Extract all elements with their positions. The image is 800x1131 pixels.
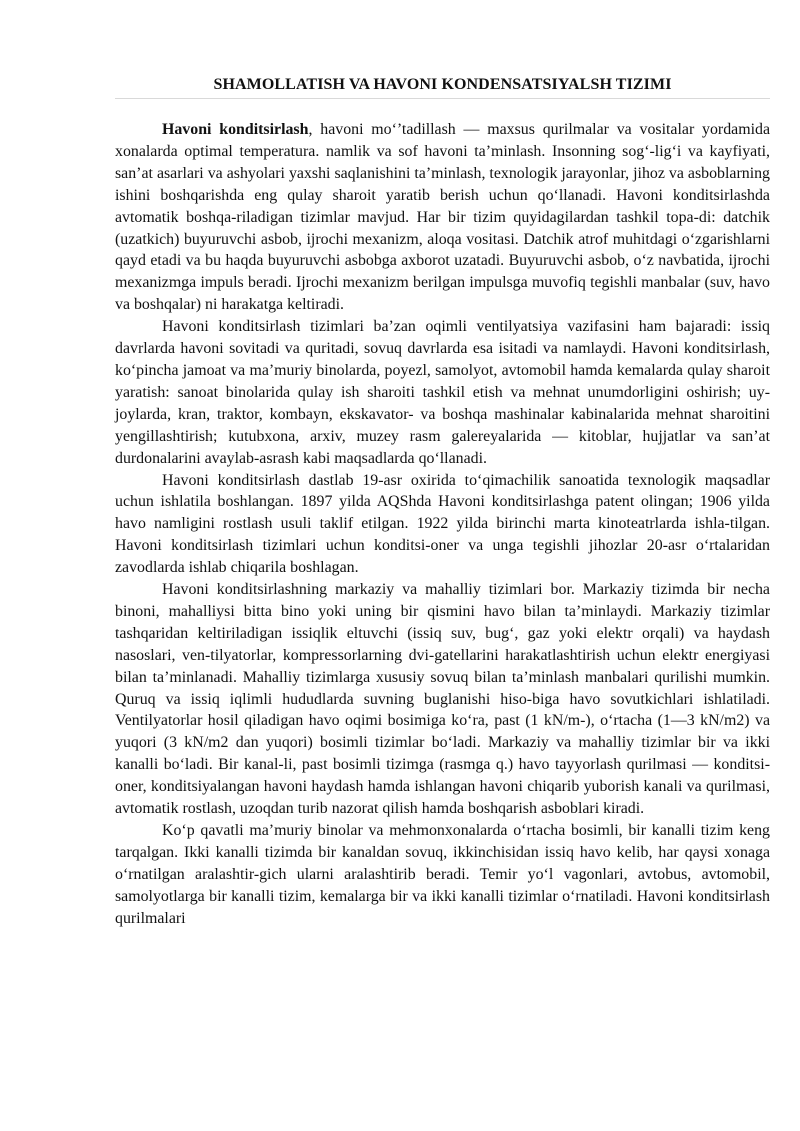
paragraph-3: Havoni konditsirlash dastlab 19-asr oxirida to‘qimachilik sanoatida texnologik maqsadlar uchun ishlatila boshlangan. 1897 yilda AQShda Havoni konditsirlashga patent olingan; 1906 yilda havo namligini rostlash usuli taklif etilgan. 1922 yilda birinchi marta kinoteatrlarda ishla-tilgan. Havoni konditsirlash tizimlari uchun konditsi-oner va unga tegishli jihozlar 20-asr o‘rtalaridan zavodlarda ishlab chiqarila boshlagan. [115, 471, 770, 577]
paragraph-1-lead-term: Havoni konditsirlash [162, 121, 309, 138]
document-title: SHAMOLLATISH VA HAVONI KONDENSATSIYALSH TIZIMI [213, 76, 672, 93]
paragraph-2: Havoni konditsirlash tizimlari ba’zan oqimli ventilyatsiya vazifasini ham bajaradi: issiq davrlarda havoni sovitadi va quritadi, sovuq davrlarda esa isitadi va namlaydi. Havoni konditsirlash, ko‘pincha jamoat va ma’muriy binolarda, poyezl, samolyot, avtomobil hamda kemalarda qulay sharoit yaratish: sanoat binolarida qulay ish sharoiti tashkil etish va mehnat unumdorligini oshirish; uy-joylarda, kran, traktor, kombayn, ekskavator- va boshqa mashinalar kabinalarida mehnat sharoitini yengillashtirish; kutubxona, arxiv, muzey rasm galereyalarida — kitoblar, hujjatlar va san’at durdonalarini avaylab-asrash kabi maqsadlarda qo‘llanadi. [115, 318, 770, 467]
paragraph-5: Ko‘p qavatli ma’muriy binolar va mehmonxonalarda o‘rtacha bosimli, bir kanalli tizim keng tarqalgan. Ikki kanalli tizimda bir kanaldan sovuq, ikkinchisidan issiq havo kelib, har qaysi xonaga o‘rnatilgan aralashtir-gich ularni aralashtirib beradi. Temir yo‘l vagonlari, avtobus, avtomobil, samolyotlarga bir kanalli tizim, kemalarga bir va ikki kanalli tizimlar o‘rnatiladi. Havoni konditsirlash qurilmalari [115, 822, 770, 927]
paragraph-4: Havoni konditsirlashning markaziy va mahalliy tizimlari bor. Markaziy tizimda bir necha binoni, mahalliysi bitta bino yoki uning bir qismini havo bilan ta’minlaydi. Markaziy tizimlar tashqaridan keltiriladigan issiqlik eltuvchi (issiq suv, bug‘, gaz yoki elektr orqali) va haydash nasoslari, ven-tilyatorlar, kompressorlarning dvi-gatellarini harakatlashtirish uchun elektr energiyasi bilan ta’minlanadi. Mahalliy tizimlarga xususiy sovuq bilan ta’minlash manbalari qurilishi mumkin. Quruq va issiq iqlimli hududlarda suvning buglanishi hiso-biga havo sovutkichlari ishlatiladi. Ventilyatorlar hosil qiladigan havo oqimi bosimiga ko‘ra, past (1 kN/m-), o‘rtacha (1—3 kN/m2) va yuqori (3 kN/m2 dan yuqori) bosimli tizimlar bo‘ladi. Markaziy va mahalliy tizimlar bir va ikki kanalli bo‘ladi. Bir kanal-li, past bosimli tizimga (rasmga q.) havo tayyorlash qurilmasi — konditsi-oner, konditsiyalangan havoni haydash hamda ishlangan havoni chiqarib yuborish kanali va qurilmasi, avtomatik rostlash, uzoqdan turib nazorat qilish hamda boshqarish asboblari kiradi. [115, 581, 770, 818]
paragraph-1-text: , havoni mo‘’tadillash — maxsus qurilmalar va vositalar yordamida xonalarda optimal temperatura. namlik va sof havoni ta’minlash. Insonning sog‘-lig‘i va kayfiyati, san’at asarlari va ashyolari yaxshi saqlanishini ta’minlash, texnologik jarayonlar, jihoz va asboblarning ishini boshqarishda eng qulay sharoit yaratib berish uchun qo‘llanadi. Havoni konditsirlashda avtomatik boshqa-riladigan tizimlar mavjud. Har bir tizim quyidagilardan tashkil topa-di: datchik (uzatkich) buyuruvchi asbob, ijrochi mexanizm, aloqa vositasi. Datchik atrof muhitdagi o‘zgarishlarni qayd etadi va bu haqda buyuruvchi asbobga axborot uzatadi. Buyuruvchi asbob, o‘z navbatida, ijrochi mexanizmga impuls beradi. Ijrochi mexanizm berilgan impulsga muvofiq tegishli manbalar (suv, havo va boshqalar) ni harakatga keltiradi. [115, 121, 770, 314]
document-page [115, 76, 770, 930]
paragraph-1 [115, 119, 770, 316]
title-divider [115, 98, 770, 99]
